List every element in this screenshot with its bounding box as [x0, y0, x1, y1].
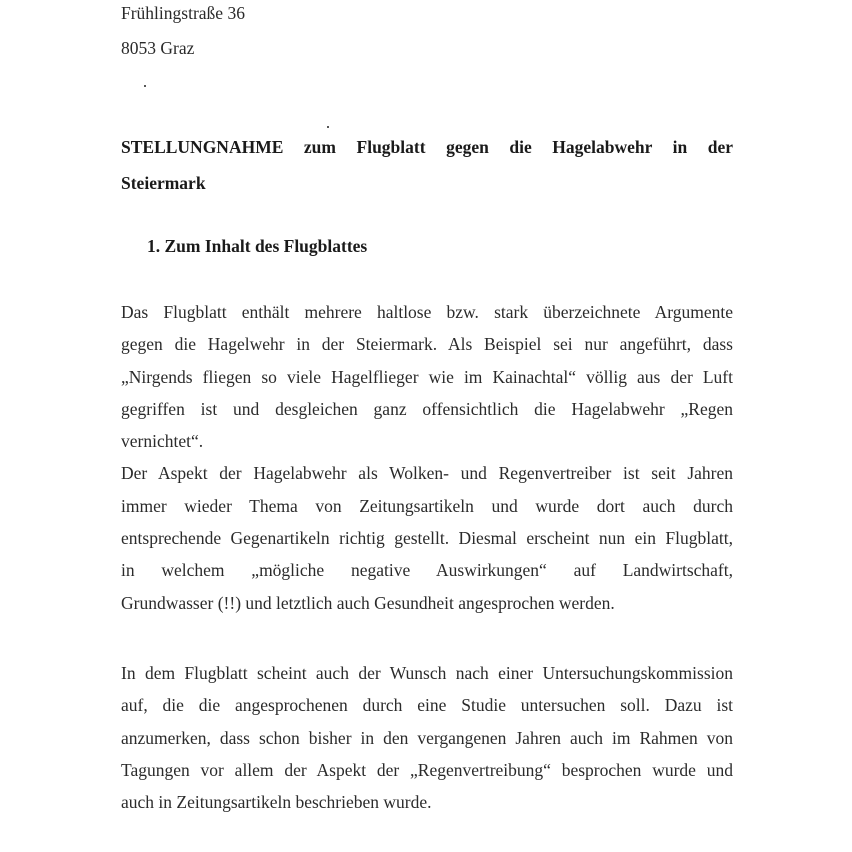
title-line: Steiermark [121, 173, 206, 193]
text-line: gegriffen ist und desgleichen ganz offensichtlich die Hagelabwehr „Regen [121, 398, 733, 419]
title-line: STELLUNGNAHME zum Flugblatt gegen die Hagelabwehr in der [121, 137, 733, 157]
text-line: Grundwasser (!!) und letztlich auch Gesundheit angesprochen werden. [121, 592, 615, 613]
text-line: vernichtet“. [121, 431, 204, 452]
paragraph-2 [121, 657, 733, 818]
text-line: In dem Flugblatt scheint auch der Wunsch nach einer Untersuchungskommission [121, 663, 733, 683]
text-line: Der Aspekt der Hagelabwehr als Wolken- und Regenvertreiber ist seit Jahren [121, 463, 733, 484]
text-line: Tagungen vor allem der Aspekt der „Regenvertreibung“ besprochen wurde und [121, 759, 733, 780]
text-line: auf, die die angesprochenen durch eine Studie untersuchen soll. Dazu ist [121, 695, 733, 716]
document-title [121, 129, 733, 201]
address-city: 8053 Graz [121, 38, 195, 58]
scan-speck [327, 126, 329, 128]
text-line: in welchem „mögliche negative Auswirkungen“ auf Landwirtschaft, [121, 560, 733, 581]
text-line: „Nirgends fliegen so viele Hagelflieger wie im Kainachtal“ völlig aus der Luft [121, 366, 733, 387]
text-line: immer wieder Thema von Zeitungsartikeln und wurde dort auch durch [121, 495, 733, 516]
section-heading: 1. Zum Inhalt des Flugblattes [147, 236, 368, 256]
scan-speck [144, 85, 146, 87]
text-line: Das Flugblatt enthält mehrere haltlose bzw. stark überzeichnete Argumente [121, 302, 733, 322]
text-line: anzumerken, dass schon bisher in den vergangenen Jahren auch im Rahmen von [121, 727, 733, 748]
address-street: Frühlingstraße 36 [121, 3, 245, 23]
text-line: gegen die Hagelwehr in der Steiermark. Als Beispiel sei nur angeführt, dass [121, 334, 733, 355]
text-line: auch in Zeitungsartikeln beschrieben wurde. [121, 792, 432, 813]
paragraph-1 [121, 296, 733, 619]
text-line: entsprechende Gegenartikeln richtig gestellt. Diesmal erscheint nun ein Flugblatt, [121, 528, 733, 549]
